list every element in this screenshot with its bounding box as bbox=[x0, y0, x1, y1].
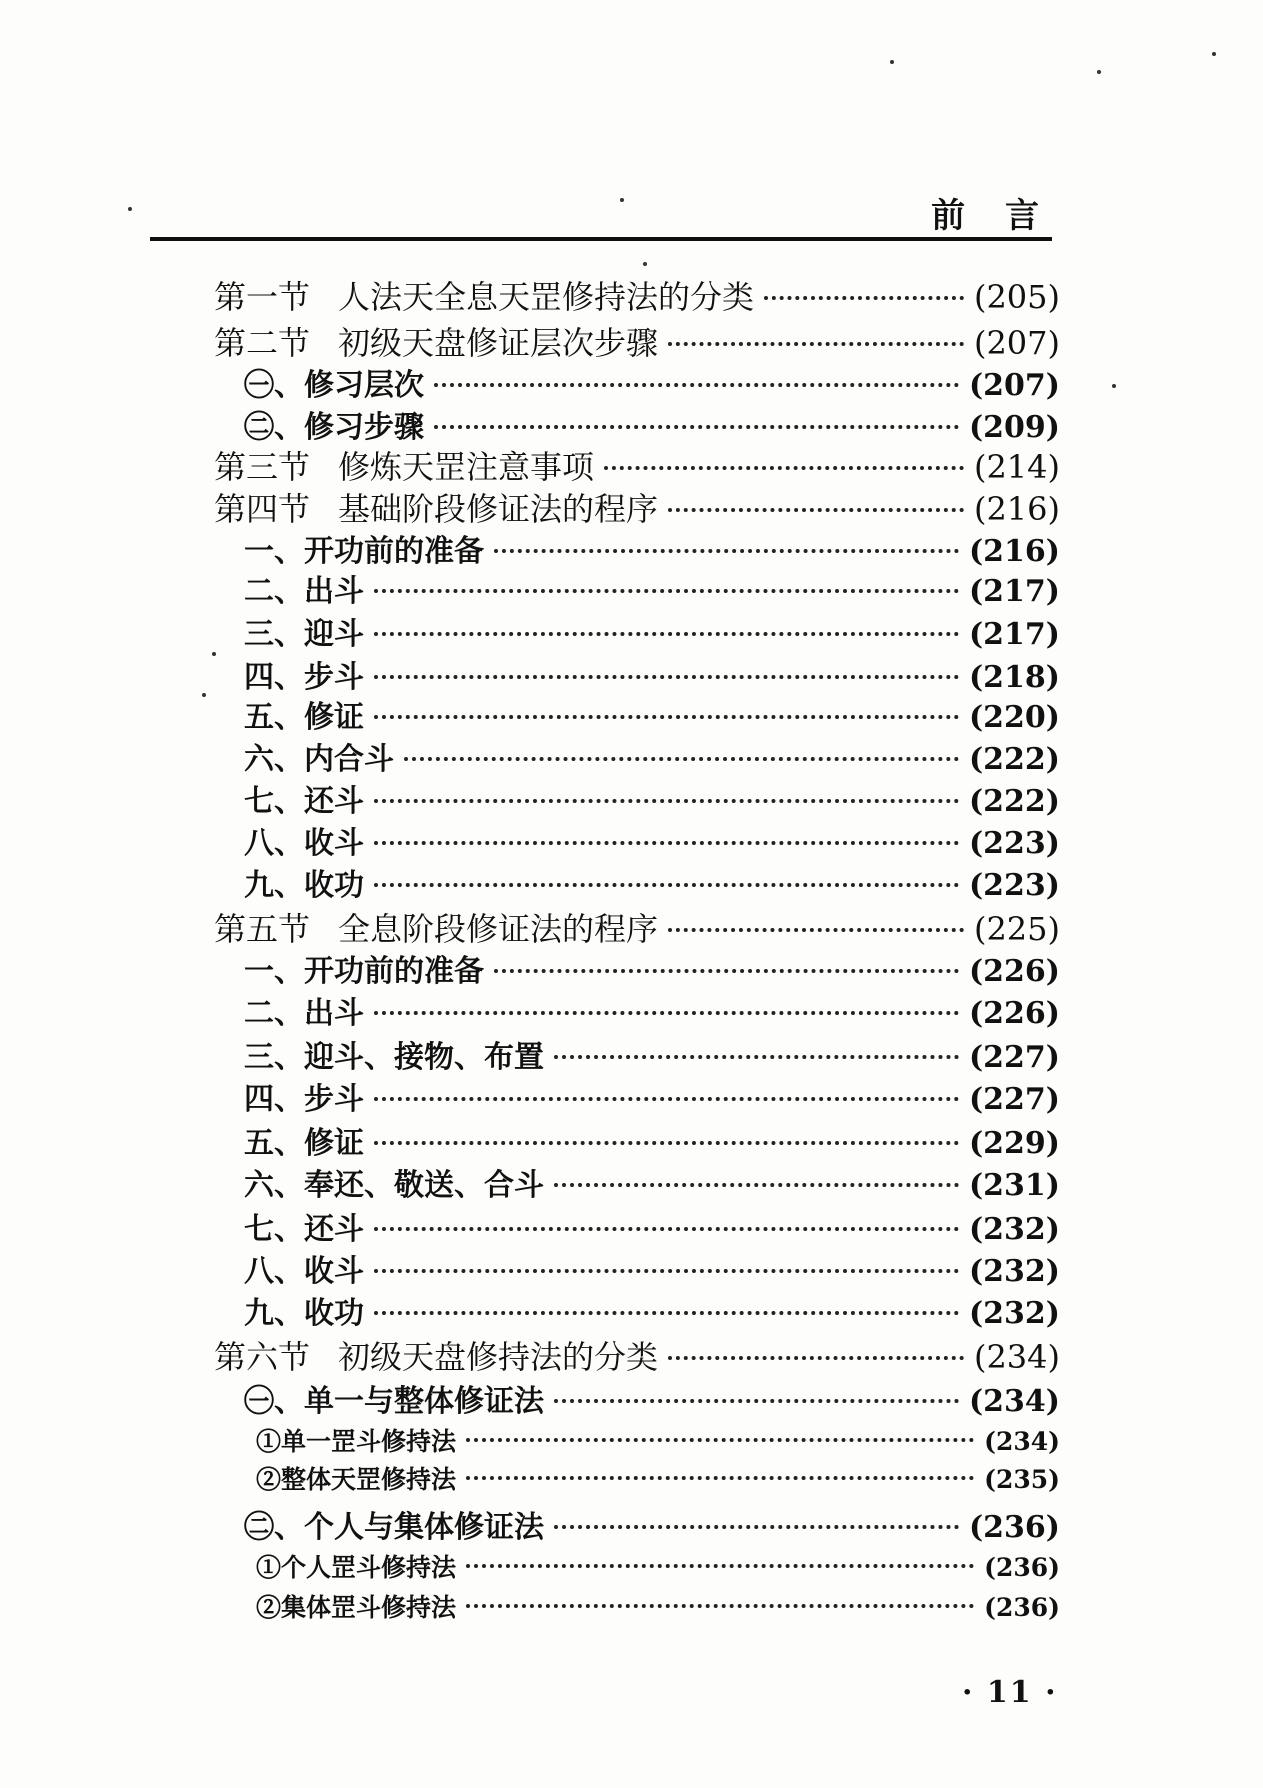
dot-leader bbox=[554, 1183, 959, 1187]
toc-page-ref: (227) bbox=[968, 1082, 1060, 1117]
toc-entry bbox=[244, 988, 1060, 1032]
toc-entry bbox=[244, 1246, 1060, 1290]
toc-page-ref: (220) bbox=[968, 700, 1060, 735]
toc-entry-label bbox=[244, 652, 364, 696]
scan-speck bbox=[1112, 384, 1116, 388]
toc-entry-title: ㊀、单一与整体修证法 bbox=[244, 1384, 544, 1419]
toc-page-ref: (232) bbox=[968, 1296, 1060, 1331]
toc-entry-title: 七、还斗 bbox=[244, 1212, 364, 1247]
toc-entry-title: ㊀、修习层次 bbox=[244, 368, 424, 403]
toc-entry bbox=[244, 818, 1060, 862]
toc-page-ref: (227) bbox=[968, 1040, 1060, 1075]
toc-entry-label bbox=[244, 860, 364, 904]
toc-entry bbox=[244, 1502, 1060, 1546]
toc-section-number: 第二节 bbox=[214, 324, 311, 362]
toc-entry-label bbox=[244, 526, 484, 570]
toc-page-ref: (234) bbox=[984, 1427, 1060, 1456]
toc-entry-title: 六、内合斗 bbox=[244, 742, 394, 777]
toc-section-number: 第六节 bbox=[214, 1338, 311, 1376]
toc-section-number: 第一节 bbox=[214, 278, 311, 316]
toc-entry-label bbox=[244, 988, 364, 1032]
toc-entry bbox=[244, 776, 1060, 820]
toc-entry bbox=[256, 1548, 1060, 1584]
toc-page-ref: (232) bbox=[968, 1212, 1060, 1247]
toc-entry bbox=[244, 1376, 1060, 1420]
toc-entry-title: 一、开功前的准备 bbox=[244, 954, 484, 989]
toc-page-ref: (222) bbox=[968, 784, 1060, 819]
toc-entry bbox=[244, 402, 1060, 446]
toc-entry bbox=[244, 1288, 1060, 1332]
toc-page-ref: (236) bbox=[984, 1553, 1060, 1582]
toc-entry-label bbox=[256, 1548, 456, 1584]
toc-entry-label bbox=[244, 692, 364, 736]
dot-leader bbox=[466, 1476, 974, 1480]
toc-entry bbox=[244, 860, 1060, 904]
dot-leader bbox=[668, 508, 964, 512]
scan-speck bbox=[212, 652, 216, 656]
toc-page-ref: (207) bbox=[968, 368, 1060, 403]
toc-entry bbox=[244, 1204, 1060, 1248]
running-header-title: 前 言 bbox=[931, 196, 1053, 236]
dot-leader bbox=[434, 383, 959, 387]
toc-entry bbox=[214, 904, 1060, 950]
toc-page-ref: (209) bbox=[968, 410, 1060, 445]
toc-entry-label bbox=[244, 1204, 364, 1248]
dot-leader bbox=[764, 296, 964, 300]
toc-section-number: 第三节 bbox=[214, 448, 311, 486]
toc-entry-title: 九、收功 bbox=[244, 1296, 364, 1331]
toc-entry-title: ②集体罡斗修持法 bbox=[256, 1593, 457, 1622]
toc-entry-label bbox=[244, 360, 424, 404]
dot-leader bbox=[466, 1564, 974, 1568]
toc-entry-title: ②整体天罡修持法 bbox=[256, 1465, 457, 1494]
dot-leader bbox=[604, 466, 964, 470]
toc-entry bbox=[244, 1074, 1060, 1118]
toc-entry-label bbox=[244, 1160, 544, 1204]
toc-entry-label bbox=[214, 442, 594, 488]
dot-leader bbox=[554, 1399, 959, 1403]
dot-leader bbox=[374, 841, 959, 845]
toc-entry-title: 四、步斗 bbox=[244, 660, 364, 695]
toc-page-ref: (218) bbox=[968, 660, 1060, 695]
dot-leader bbox=[374, 589, 959, 593]
toc-entry-label bbox=[244, 566, 364, 610]
toc-page-ref: (217) bbox=[968, 574, 1060, 609]
toc-page-ref: (207) bbox=[973, 324, 1060, 362]
toc-entry-label bbox=[214, 1332, 658, 1378]
dot-leader bbox=[404, 757, 959, 761]
dot-leader bbox=[554, 1055, 959, 1059]
toc-entry-title: 九、收功 bbox=[244, 868, 364, 903]
toc-entry-label bbox=[244, 609, 364, 653]
toc-page-ref: (234) bbox=[968, 1384, 1060, 1419]
toc-entry-title: 三、迎斗 bbox=[244, 617, 364, 652]
toc-entry-title: 全息阶段修证法的程序 bbox=[338, 910, 659, 948]
dot-leader bbox=[668, 1356, 964, 1360]
dot-leader bbox=[374, 675, 959, 679]
dot-leader bbox=[374, 799, 959, 803]
toc-entry-label bbox=[244, 734, 394, 778]
toc-page-ref: (205) bbox=[973, 278, 1060, 316]
dot-leader bbox=[466, 1604, 974, 1608]
dot-leader bbox=[434, 425, 959, 429]
toc-entry bbox=[256, 1422, 1060, 1458]
toc-entry bbox=[214, 1332, 1060, 1378]
toc-page-ref: (225) bbox=[973, 910, 1060, 948]
toc-entry bbox=[214, 442, 1060, 488]
toc-entry bbox=[244, 360, 1060, 404]
toc-entry-label bbox=[244, 946, 484, 990]
toc-page-ref: (232) bbox=[968, 1254, 1060, 1289]
dot-leader bbox=[374, 883, 959, 887]
toc-entry-title: 二、出斗 bbox=[244, 574, 364, 609]
toc-page-ref: (222) bbox=[968, 742, 1060, 777]
dot-leader bbox=[494, 549, 959, 553]
toc-entry-title: ①个人罡斗修持法 bbox=[256, 1553, 457, 1582]
toc-entry-label bbox=[244, 1118, 364, 1162]
toc-page-ref: (226) bbox=[968, 996, 1060, 1031]
toc-entry-title: 八、收斗 bbox=[244, 1254, 364, 1289]
scan-speck bbox=[643, 262, 647, 266]
toc-entry-label bbox=[214, 318, 658, 364]
dot-leader bbox=[374, 1097, 959, 1101]
toc-entry-label bbox=[214, 272, 754, 318]
scan-speck bbox=[1097, 70, 1101, 74]
toc-entry bbox=[244, 1118, 1060, 1162]
toc-entry-title: 二、出斗 bbox=[244, 996, 364, 1031]
toc-entry bbox=[244, 1032, 1060, 1076]
toc-entry bbox=[244, 566, 1060, 610]
page-number: · 11 · bbox=[962, 1675, 1058, 1710]
toc-entry-label bbox=[244, 1288, 364, 1332]
toc-section-number: 第四节 bbox=[214, 490, 311, 528]
dot-leader bbox=[668, 342, 964, 346]
toc-entry bbox=[244, 734, 1060, 778]
toc-entry bbox=[244, 692, 1060, 736]
dot-leader bbox=[374, 1141, 959, 1145]
toc-entry-title: ㊁、修习步骤 bbox=[244, 410, 424, 445]
toc-entry bbox=[244, 946, 1060, 990]
toc-entry bbox=[244, 609, 1060, 653]
toc-entry bbox=[214, 318, 1060, 364]
toc-page-ref: (236) bbox=[984, 1593, 1060, 1622]
scan-speck bbox=[202, 693, 206, 697]
dot-leader bbox=[554, 1525, 959, 1529]
scan-speck bbox=[1212, 52, 1216, 56]
dot-leader bbox=[668, 928, 964, 932]
toc-section-number: 第五节 bbox=[214, 910, 311, 948]
toc-entry-label bbox=[244, 776, 364, 820]
toc-page-ref: (229) bbox=[968, 1126, 1060, 1161]
toc-entry-title: 人法天全息天罡修持法的分类 bbox=[338, 278, 755, 316]
toc-page-ref: (231) bbox=[968, 1168, 1060, 1203]
toc-entry-title: 基础阶段修证法的程序 bbox=[338, 490, 659, 528]
toc-entry bbox=[244, 1160, 1060, 1204]
dot-leader bbox=[374, 1311, 959, 1315]
table-of-contents bbox=[0, 272, 1263, 1672]
dot-leader bbox=[374, 632, 959, 636]
toc-entry-label bbox=[256, 1460, 456, 1496]
dot-leader bbox=[374, 1011, 959, 1015]
toc-entry-title: 三、迎斗、接物、布置 bbox=[244, 1040, 544, 1075]
toc-page-ref: (217) bbox=[968, 617, 1060, 652]
scan-speck bbox=[128, 207, 132, 211]
toc-page-ref: (223) bbox=[968, 868, 1060, 903]
toc-entry-label bbox=[244, 1074, 364, 1118]
toc-entry-title: 四、步斗 bbox=[244, 1082, 364, 1117]
toc-page-ref: (226) bbox=[968, 954, 1060, 989]
toc-entry bbox=[244, 526, 1060, 570]
toc-entry-title: 修炼天罡注意事项 bbox=[338, 448, 595, 486]
toc-entry-title: ①单一罡斗修持法 bbox=[256, 1427, 457, 1456]
dot-leader bbox=[466, 1438, 974, 1442]
toc-entry-title: 八、收斗 bbox=[244, 826, 364, 861]
dot-leader bbox=[374, 1269, 959, 1273]
toc-entry-label bbox=[244, 1502, 544, 1546]
toc-entry-title: 七、还斗 bbox=[244, 784, 364, 819]
toc-entry-label bbox=[244, 1376, 544, 1420]
toc-entry bbox=[214, 484, 1060, 530]
toc-entry-title: 五、修证 bbox=[244, 700, 364, 735]
toc-page-ref: (235) bbox=[984, 1465, 1060, 1494]
toc-entry-title: 六、奉还、敬送、合斗 bbox=[244, 1168, 544, 1203]
toc-entry-label bbox=[256, 1588, 456, 1624]
toc-entry-title: ㊁、个人与集体修证法 bbox=[244, 1510, 544, 1545]
toc-entry bbox=[256, 1460, 1060, 1496]
toc-page-ref: (234) bbox=[973, 1338, 1060, 1376]
toc-entry-label bbox=[214, 904, 658, 950]
toc-entry bbox=[244, 652, 1060, 696]
toc-entry-title: 初级天盘修证层次步骤 bbox=[338, 324, 659, 362]
scan-speck bbox=[620, 198, 624, 202]
toc-page-ref: (214) bbox=[973, 448, 1060, 486]
toc-page-ref: (223) bbox=[968, 826, 1060, 861]
toc-entry bbox=[256, 1588, 1060, 1624]
toc-entry-label bbox=[244, 1246, 364, 1290]
toc-entry-label bbox=[244, 402, 424, 446]
toc-entry-label bbox=[244, 1032, 544, 1076]
toc-entry-label bbox=[256, 1422, 456, 1458]
toc-page-ref: (216) bbox=[973, 490, 1060, 528]
toc-page-ref: (236) bbox=[968, 1510, 1060, 1545]
toc-entry-title: 初级天盘修持法的分类 bbox=[338, 1338, 659, 1376]
header-rule bbox=[150, 237, 1052, 241]
toc-entry-label bbox=[214, 484, 658, 530]
toc-entry-title: 五、修证 bbox=[244, 1126, 364, 1161]
toc-entry-title: 一、开功前的准备 bbox=[244, 534, 484, 569]
dot-leader bbox=[494, 969, 959, 973]
toc-entry bbox=[214, 272, 1060, 318]
dot-leader bbox=[374, 715, 959, 719]
scan-speck bbox=[890, 60, 894, 64]
toc-page-ref: (216) bbox=[968, 534, 1060, 569]
toc-entry-label bbox=[244, 818, 364, 862]
dot-leader bbox=[374, 1227, 959, 1231]
